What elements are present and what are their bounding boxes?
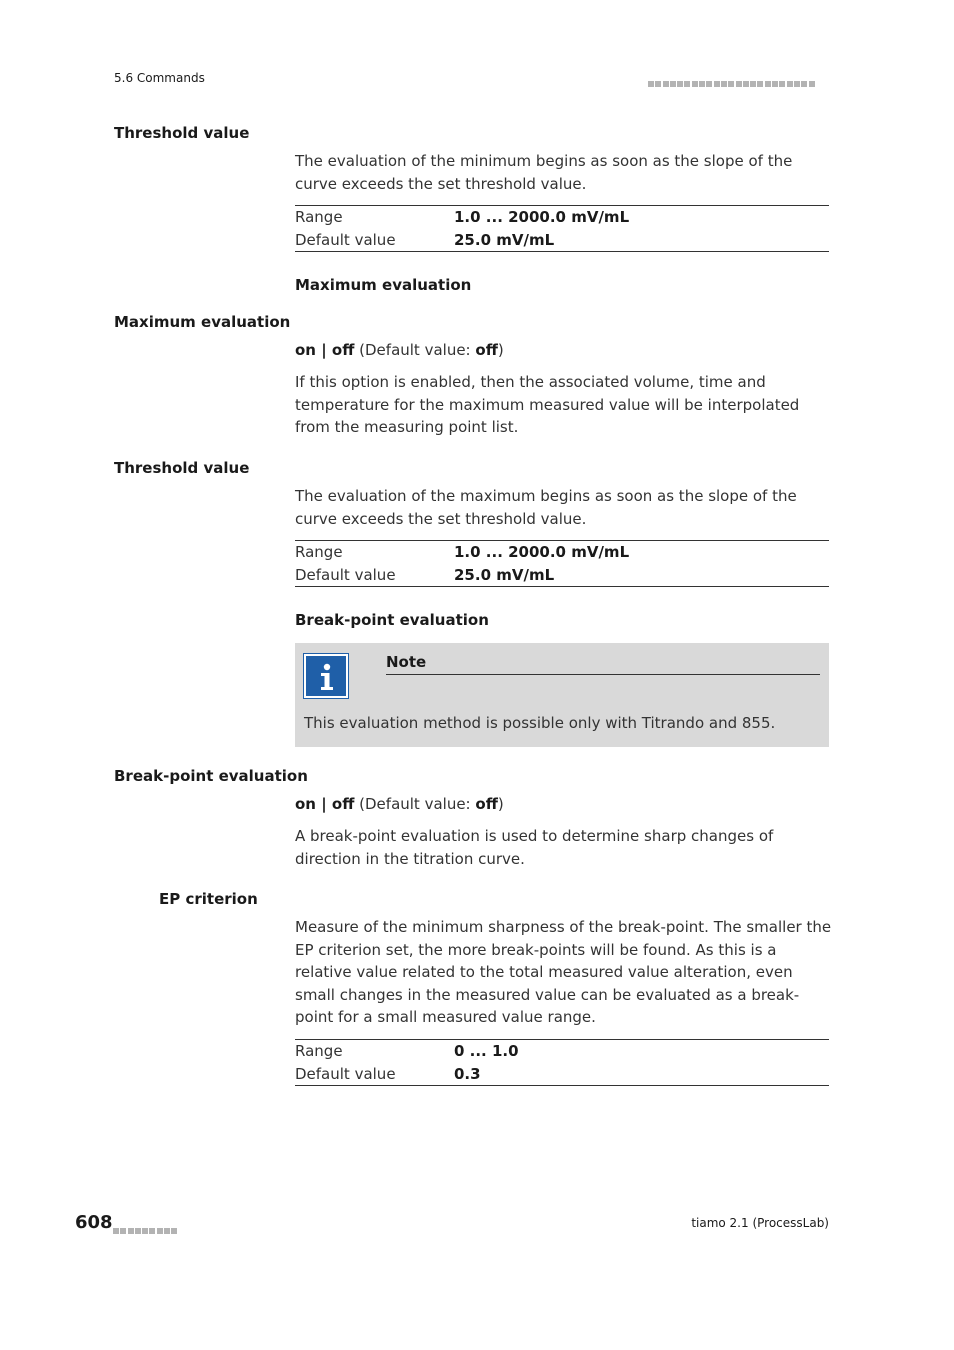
threshold-min-table [295,205,829,252]
default-value: 0.3 [454,1064,481,1083]
default-value: off [475,795,498,813]
note-text: This evaluation method is possible only with Titrando and 855. [304,714,776,732]
break-point-evaluation-options [295,793,835,816]
footer-decoration [113,1220,179,1239]
range-row [295,541,829,564]
option-off: off [331,795,355,813]
ep-criterion-table [295,1039,829,1086]
range-label: Range [295,1042,343,1060]
default-row [295,229,829,252]
product-name: tiamo 2.1 (ProcessLab) [691,1216,829,1230]
threshold-max-text: The evaluation of the maximum begins as soon as the slope of the curve exceeds the set threshold value. [295,487,797,528]
default-prefix: (Default value: [354,795,476,813]
range-value: 1.0 ... 2000.0 mV/mL [454,208,630,226]
option-separator: | [315,795,332,813]
running-header: 5.6 Commands [114,71,205,85]
option-off: off [331,341,355,359]
maximum-evaluation-text: If this option is enabled, then the associated volume, time and temperature for the maximum measured value will be interpolated from the measuring point list. [295,373,800,436]
default-prefix: (Default value: [354,341,476,359]
maximum-evaluation-title: Maximum evaluation [295,276,472,294]
break-point-evaluation-title: Break-point evaluation [295,611,489,629]
range-value: 1.0 ... 2000.0 mV/mL [454,543,630,561]
header-decoration [648,73,816,92]
default-label: Default value [295,565,396,584]
range-label: Range [295,208,343,226]
range-row [295,206,829,229]
range-value: 0 ... 1.0 [454,1042,519,1060]
default-label: Default value [295,230,396,249]
note-box [295,643,829,747]
option-separator: | [315,341,332,359]
default-row [295,564,829,587]
ep-criterion-text: Measure of the minimum sharpness of the break-point. The smaller the EP criterion set, the more break-points will be found. As this is a relative value related to the total measured value alteration, even small changes in the measured value can be evaluated as a break-point for a small measured value range. [295,918,832,1026]
break-point-evaluation-heading: Break-point evaluation [114,767,308,785]
info-icon-glyph [306,656,346,696]
default-suffix: ) [497,795,504,813]
default-label: Default value [295,1064,396,1083]
break-point-evaluation-text: A break-point evaluation is used to determine sharp changes of direction in the titration curve. [295,827,774,868]
default-value: off [475,341,498,359]
option-on: on [295,795,316,813]
range-label: Range [295,543,343,561]
option-on: on [295,341,316,359]
default-row [295,1063,829,1086]
info-icon [304,654,348,698]
default-value: 25.0 mV/mL [454,565,555,584]
ep-criterion-heading: EP criterion [159,890,258,908]
default-suffix: ) [497,341,504,359]
threshold-max-heading: Threshold value [114,459,250,477]
maximum-evaluation-options [295,339,835,362]
threshold-min-heading: Threshold value [114,124,250,142]
default-value: 25.0 mV/mL [454,230,555,249]
note-title: Note [386,653,820,675]
threshold-min-text: The evaluation of the minimum begins as soon as the slope of the curve exceeds the set threshold value. [295,152,793,193]
range-row [295,1040,829,1063]
threshold-max-table [295,540,829,587]
maximum-evaluation-heading: Maximum evaluation [114,313,291,331]
page-number: 608 [75,1212,113,1233]
